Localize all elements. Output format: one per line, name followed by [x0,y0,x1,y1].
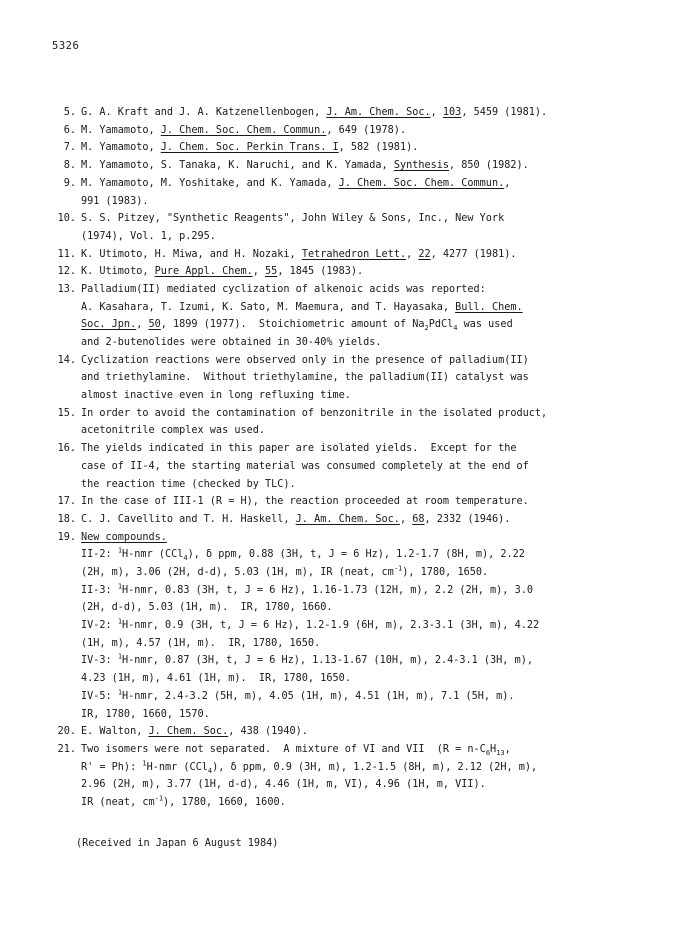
reference-line [81,529,636,547]
journal-citation: J. Am. Chem. Soc. [326,107,431,118]
reference-item [46,511,636,529]
reference-line [81,281,636,299]
reference-text [81,157,636,175]
text-segment: ), 1780, 1660, 1600. [163,796,286,808]
reference-number: 9. [63,177,76,189]
reference-line [81,387,636,405]
reference-line [81,352,636,370]
text-segment: K. Utimoto, [81,266,155,278]
reference-line [81,776,636,794]
reference-item [46,157,636,175]
reference-text [81,139,636,157]
text-segment: H-nmr (CCl [146,761,208,773]
text-segment: 1 [117,617,123,626]
reference-text [81,405,636,440]
journal-citation: 50 [148,319,161,331]
reference-line [81,511,636,529]
reference-text [81,263,636,281]
reference-line [81,635,636,653]
reference-number: 7. [63,142,76,154]
text-segment: , 4277 (1981). [430,248,517,260]
reference-line [81,476,636,494]
reference-line [81,139,636,157]
text-segment: In order to avoid the contamination of benzonitrile in the isolated product, [81,407,548,419]
text-segment: The yields indicated in this paper are isolated yields. Except for the [81,443,517,455]
reference-item [46,104,636,122]
text-segment: IV-2: [81,620,118,632]
text-segment: II-2: [81,549,118,561]
reference-number: 14. [57,354,76,366]
journal-citation: Pure Appl. Chem. [154,266,253,278]
text-segment: PdCl [428,319,454,331]
text-segment: , 5459 (1981). [461,107,548,118]
text-segment: E. Walton, [81,726,149,738]
text-segment: , [430,107,443,118]
reference-line [81,582,636,600]
text-segment: 6 [485,748,491,757]
reference-line [81,246,636,264]
reference-line [81,193,636,211]
reference-number: 21. [57,743,76,755]
text-segment: , [504,743,511,755]
text-segment: , 1899 (1977). Stoichiometric amount of Na [160,319,425,331]
text-segment: H [490,743,497,755]
text-segment: ), 1780, 1650. [402,567,489,578]
reference-line [81,564,636,582]
reference-line [81,723,636,741]
reference-number: 15. [57,407,76,419]
reference-item [46,723,636,741]
text-segment: Two isomers were not separated. A mixture of VI and VII (R = n-C [81,743,486,755]
reference-item [46,210,636,245]
reference-number: 16. [57,443,76,455]
text-segment: R' = Ph): [81,761,143,773]
reference-item [46,440,636,493]
text-segment: , [399,513,413,525]
text-segment: , 649 (1978). [326,124,407,136]
reference-line [81,759,636,777]
reference-line [81,369,636,387]
reference-text [81,210,636,245]
reference-line [81,175,636,193]
reference-number: 12. [57,266,76,278]
journal-citation: Bull. Chem. [455,301,523,313]
text-segment: H-nmr, 0.83 (3H, t, J = 6 Hz), 1.16-1.73 (12H, m), 2.2 (2H, m), 3.0 [122,584,533,596]
text-segment: IR (neat, cm [81,796,155,808]
reference-line [81,263,636,281]
reference-line [81,458,636,476]
reference-item [46,246,636,264]
reference-text [81,104,636,122]
reference-text [81,493,636,511]
reference-line [81,599,636,617]
reference-text [81,511,636,529]
reference-text [81,741,636,812]
text-segment: Palladium(II) mediated cyclization of alkenoic acids was reported: [81,283,486,295]
text-segment: -1 [154,794,164,803]
text-segment: H-nmr (CCl [122,549,184,561]
reference-line [81,104,636,122]
journal-citation: J. Chem. Soc. [148,726,229,738]
journal-citation: Synthesis [393,160,450,172]
reference-line [81,652,636,670]
journal-citation: 22 [418,248,431,260]
reference-text [81,246,636,264]
journal-citation: Soc. Jpn. [81,319,137,331]
text-segment: A. Kasahara, T. Izumi, K. Sato, M. Maemura, and T. Hayasaka, [81,301,456,313]
text-segment: , 438 (1940). [228,726,308,738]
reference-number: 8. [63,160,76,172]
text-segment: 4.23 (1H, m), 4.61 (1H, m). IR, 1780, 1650. [81,673,351,685]
reference-line [81,706,636,724]
reference-item [46,281,636,352]
reference-text [81,281,636,352]
reference-number: 6. [63,124,76,136]
text-segment: 2 [424,324,429,333]
text-segment: ), δ ppm, 0.9 (3H, m), 1.2-1.5 (8H, m), 2.12 (2H, m), [212,761,538,773]
text-segment: , [252,266,266,278]
reference-text [81,122,636,140]
reference-item [46,122,636,140]
text-segment: , [136,319,149,331]
text-segment: G. A. Kraft and J. A. Katzenellenbogen, [81,107,327,118]
text-segment: and triethylamine. Without triethylamine, the palladium(II) catalyst was [81,372,529,384]
reference-item [46,493,636,511]
reference-number: 17. [57,496,76,508]
text-segment: , 1845 (1983). [277,266,364,278]
text-segment: , 2332 (1946). [424,513,511,525]
reference-number: 10. [57,213,76,225]
reference-line [81,299,636,317]
reference-text [81,723,636,741]
received-date: (Received in Japan 6 August 1984) [76,838,279,849]
reference-item [46,529,636,724]
journal-citation: J. Am. Chem. Soc. [295,513,400,525]
text-segment: 13 [496,748,505,757]
text-segment: 4 [207,766,213,775]
reference-list [46,104,636,812]
page-number: 5326 [52,40,80,52]
text-segment: 1 [117,688,123,697]
text-segment: (1974), Vol. 1, p.295. [81,230,216,242]
text-segment: C. J. Cavellito and T. H. Haskell, [81,513,296,525]
text-segment: 1 [117,546,123,555]
reference-line [81,422,636,440]
reference-number: 19. [57,531,76,543]
text-segment: M. Yamamoto, [81,142,161,154]
journal-citation: Tetrahedron Lett. [301,248,407,260]
journal-citation: 55 [265,266,278,278]
text-segment: ), δ ppm, 0.88 (3H, t, J = 6 Hz), 1.2-1.7 (8H, m), 2.22 [187,549,525,561]
reference-line [81,405,636,423]
reference-line [81,794,636,812]
reference-item [46,741,636,812]
reference-number: 20. [57,726,76,738]
reference-line [81,228,636,246]
journal-citation: J. Chem. Soc. Perkin Trans. I [160,142,339,154]
text-segment: 1 [142,759,147,768]
text-segment: H-nmr, 0.9 (3H, t, J = 6 Hz), 1.2-1.9 (6H, m), 2.3-3.1 (3H, m), 4.22 [122,620,540,632]
reference-line [81,334,636,352]
journal-citation: 68 [412,513,425,525]
reference-line [81,617,636,635]
reference-item [46,352,636,405]
journal-citation: New compounds. [81,531,167,543]
journal-citation: 103 [442,107,462,118]
text-segment: -1 [393,564,403,573]
text-segment: M. Yamamoto, S. Tanaka, K. Naruchi, and K. Yamada, [81,160,394,172]
reference-item [46,263,636,281]
text-segment: almost inactive even in long refluxing time. [81,390,351,402]
reference-text [81,352,636,405]
reference-number: 13. [57,283,76,295]
reference-number: 11. [57,248,76,260]
reference-line [81,316,636,334]
text-segment: and 2-butenolides were obtained in 30-40% yields. [81,337,382,349]
text-segment: Cyclization reactions were observed only in the presence of palladium(II) [81,354,529,366]
reference-line [81,741,636,759]
text-segment: K. Utimoto, H. Miwa, and H. Nozaki, [81,248,302,260]
reference-item [46,139,636,157]
reference-text [81,175,636,210]
reference-item [46,175,636,210]
text-segment: , 850 (1982). [449,160,529,172]
text-segment: H-nmr, 0.87 (3H, t, J = 6 Hz), 1.13-1.67 (10H, m), 2.4-3.1 (3H, m), [122,655,533,667]
text-segment: IV-3: [81,655,118,667]
text-segment: , [504,177,511,189]
reference-line [81,157,636,175]
text-segment: S. S. Pitzey, "Synthetic Reagents", John Wiley & Sons, Inc., New York [81,213,505,225]
reference-line [81,546,636,564]
reference-number: 18. [57,513,76,525]
reference-line [81,210,636,228]
text-segment: , 582 (1981). [338,142,419,154]
text-segment: 1 [117,653,123,662]
text-segment: , [406,248,419,260]
reference-text [81,529,636,724]
reference-number: 5. [63,107,76,118]
text-segment: 1 [117,582,123,591]
text-segment: (2H, m), 3.06 (2H, d-d), 5.03 (1H, m), IR (neat, cm [81,567,394,578]
text-segment: IV-5: [81,690,118,702]
text-segment: 2.96 (2H, m), 3.77 (1H, d-d), 4.46 (1H, m, VI), 4.96 (1H, m, VII). [81,779,486,791]
text-segment: (2H, d-d), 5.03 (1H, m). IR, 1780, 1660. [81,602,333,614]
text-segment: 991 (1983). [81,195,149,207]
reference-text [81,440,636,493]
journal-citation: J. Chem. Soc. Chem. Commun. [338,177,505,189]
journal-citation: J. Chem. Soc. Chem. Commun. [160,124,327,136]
text-segment: M. Yamamoto, M. Yoshitake, and K. Yamada, [81,177,339,189]
reference-line [81,688,636,706]
text-segment: 4 [183,554,188,563]
text-segment: IR, 1780, 1660, 1570. [81,708,210,720]
text-segment: case of II-4, the starting material was consumed completely at the end of [81,460,529,472]
reference-line [81,440,636,458]
text-segment: H-nmr, 2.4-3.2 (5H, m), 4.05 (1H, m), 4.51 (1H, m), 7.1 (5H, m). [122,690,515,702]
text-segment: In the case of III-1 (R = H), the reaction proceeded at room temperature. [81,496,529,508]
reference-line [81,493,636,511]
reference-item [46,405,636,440]
text-segment: acetonitrile complex was used. [81,425,266,437]
reference-line [81,122,636,140]
text-segment: M. Yamamoto, [81,124,161,136]
reference-line [81,670,636,688]
text-segment: 4 [453,324,458,333]
text-segment: II-3: [81,584,118,596]
text-segment: was used [457,319,513,331]
text-segment: the reaction time (checked by TLC). [81,478,296,490]
text-segment: (1H, m), 4.57 (1H, m). IR, 1780, 1650. [81,637,321,649]
